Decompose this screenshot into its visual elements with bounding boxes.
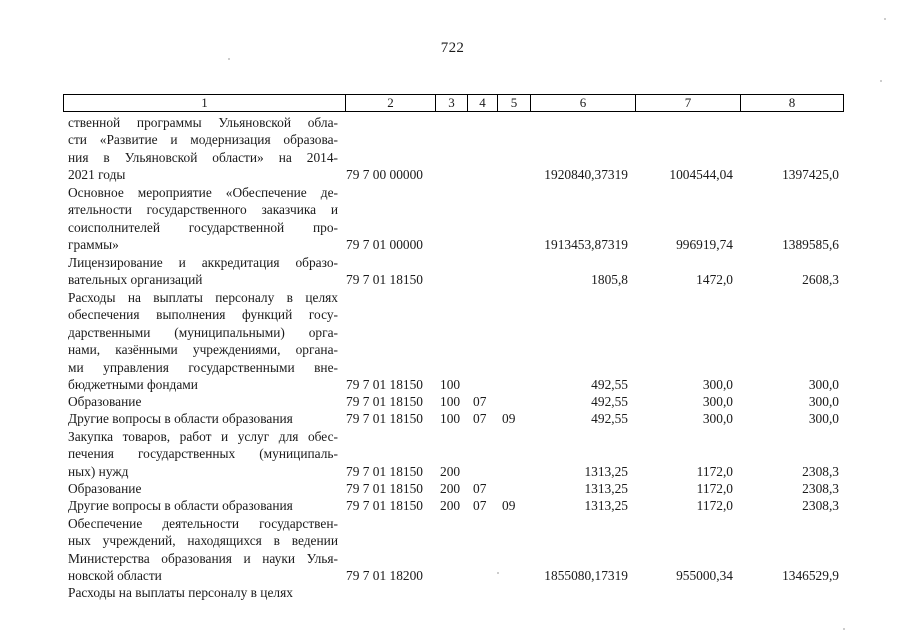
description-line: соисполнителей государственной про- <box>68 219 338 235</box>
table-row <box>0 497 905 514</box>
table-row <box>0 393 905 410</box>
header-col-3: 3 <box>435 95 467 111</box>
amount-col-6: 1313,25 <box>584 498 628 513</box>
row-description <box>68 184 338 254</box>
amount-col-7: 300,0 <box>702 394 733 409</box>
header-col-1: 1 <box>201 95 208 110</box>
target-article-code: 79 7 01 18150 <box>346 272 423 288</box>
row-description <box>68 428 338 480</box>
section-code: 07 <box>473 394 487 409</box>
table-row <box>0 515 905 585</box>
description-line: Основное мероприятие «Обеспечение де- <box>68 185 338 200</box>
scan-speck <box>497 572 499 574</box>
target-article-code: 79 7 01 18150 <box>346 377 423 392</box>
description-line: Обеспечение деятельности государствен- <box>68 516 338 531</box>
amount-col-8: 1397425,0 <box>782 167 839 183</box>
description-line: 2021 годы <box>68 167 126 183</box>
description-line: ми управления государственными вне- <box>68 359 338 375</box>
description-line: бюджетными фондами <box>68 377 198 393</box>
table-row <box>0 480 905 497</box>
expense-type-code: 100 <box>440 377 461 392</box>
description-line: печения государственных (муниципаль- <box>68 446 338 462</box>
table-row <box>0 114 905 184</box>
table-row <box>0 410 905 427</box>
row-description <box>68 393 338 410</box>
amount-col-6: 492,55 <box>591 411 628 426</box>
row-description <box>68 254 338 289</box>
header-col-7: 7 <box>635 95 740 111</box>
target-article-code: 79 7 01 18150 <box>346 498 423 513</box>
amount-col-7: 1472,0 <box>696 272 733 288</box>
section-code: 07 <box>473 411 487 426</box>
amount-col-8: 2308,3 <box>802 481 839 496</box>
scan-speck <box>880 80 882 82</box>
amount-col-7: 955000,34 <box>676 568 733 584</box>
description-line: обеспечения выполнения функций госу- <box>68 307 338 323</box>
description-line: граммы» <box>68 237 119 253</box>
target-article-code: 79 7 01 18150 <box>346 411 423 426</box>
section-code: 07 <box>473 481 487 496</box>
subsection-code: 09 <box>502 411 516 426</box>
row-description <box>68 497 338 514</box>
amount-col-8: 1346529,9 <box>782 568 839 584</box>
header-col-4: 4 <box>467 95 497 111</box>
expense-type-code: 200 <box>440 481 461 496</box>
amount-col-8: 300,0 <box>808 411 839 426</box>
description-line: Расходы на выплаты персоналу в целях <box>68 290 338 305</box>
amount-col-7: 300,0 <box>702 377 733 392</box>
target-article-code: 79 7 00 00000 <box>346 167 423 183</box>
amount-col-6: 1920840,37319 <box>544 167 628 183</box>
amount-col-7: 996919,74 <box>676 237 733 253</box>
description-line: Другие вопросы в области образования <box>68 498 293 513</box>
header-col-6: 6 <box>530 95 635 111</box>
page-number: 722 <box>440 40 465 56</box>
amount-col-6: 492,55 <box>591 377 628 392</box>
description-line: ных) нужд <box>68 463 129 479</box>
amount-col-6: 1313,25 <box>584 463 628 479</box>
header-col-2: 2 <box>345 95 435 111</box>
table-row <box>0 584 905 601</box>
table-row <box>0 254 905 289</box>
description-line: Закупка товаров, работ и услуг для обес- <box>68 429 338 444</box>
amount-col-8: 1389585,6 <box>782 237 839 253</box>
row-description <box>68 515 338 585</box>
row-description <box>68 289 338 393</box>
subsection-code: 09 <box>502 498 516 513</box>
scan-speck <box>884 18 886 20</box>
amount-col-7: 1172,0 <box>696 498 733 513</box>
header-col-8: 8 <box>740 95 843 111</box>
amount-col-7: 1172,0 <box>696 463 733 479</box>
description-line: вательных организаций <box>68 272 203 288</box>
section-code: 07 <box>473 498 487 513</box>
row-description <box>68 410 338 427</box>
target-article-code: 79 7 01 18150 <box>346 463 423 479</box>
description-line: Лицензирование и аккредитация образо- <box>68 255 338 270</box>
amount-col-6: 1913453,87319 <box>544 237 628 253</box>
amount-col-6: 492,55 <box>591 394 628 409</box>
table-row <box>0 289 905 393</box>
expense-type-code: 200 <box>440 463 461 479</box>
amount-col-7: 300,0 <box>702 411 733 426</box>
description-line: Другие вопросы в области образования <box>68 411 293 426</box>
target-article-code: 79 7 01 18150 <box>346 394 423 409</box>
amount-col-6: 1855080,17319 <box>544 568 628 584</box>
header-col-5: 5 <box>497 95 530 111</box>
description-line: Образование <box>68 481 142 496</box>
amount-col-8: 2308,3 <box>802 463 839 479</box>
table-row <box>0 184 905 254</box>
description-line: ятельности государственного заказчика и <box>68 202 338 218</box>
description-line: Министерства образования и науки Улья- <box>68 550 338 566</box>
scan-speck <box>843 628 845 630</box>
target-article-code: 79 7 01 18150 <box>346 481 423 496</box>
target-article-code: 79 7 01 18200 <box>346 568 423 584</box>
amount-col-8: 2608,3 <box>802 272 839 288</box>
target-article-code: 79 7 01 00000 <box>346 237 423 253</box>
expense-type-code: 200 <box>440 498 461 513</box>
row-description <box>68 114 338 184</box>
description-line: ственной программы Ульяновской обла- <box>68 115 338 130</box>
amount-col-8: 2308,3 <box>802 498 839 513</box>
amount-col-8: 300,0 <box>808 394 839 409</box>
description-line: новской области <box>68 568 162 584</box>
expense-type-code: 100 <box>440 394 461 409</box>
description-line: сти «Развитие и модернизация образова- <box>68 132 338 148</box>
description-line: нами, казёнными учреждениями, органа- <box>68 342 338 358</box>
amount-col-7: 1172,0 <box>696 481 733 496</box>
description-line: Расходы на выплаты персоналу в целях <box>68 585 293 600</box>
row-description <box>68 480 338 497</box>
amount-col-6: 1805,8 <box>591 272 628 288</box>
expense-type-code: 100 <box>440 411 461 426</box>
row-description <box>68 584 338 601</box>
description-line: Образование <box>68 394 142 409</box>
description-line: дарственными (муниципальными) орга- <box>68 324 338 340</box>
description-line: ных учреждений, находящихся в ведении <box>68 533 338 549</box>
amount-col-6: 1313,25 <box>584 481 628 496</box>
amount-col-7: 1004544,04 <box>669 167 733 183</box>
table-row <box>0 428 905 480</box>
amount-col-8: 300,0 <box>808 377 839 392</box>
description-line: ния в Ульяновской области» на 2014- <box>68 149 338 165</box>
scan-speck <box>228 58 230 60</box>
